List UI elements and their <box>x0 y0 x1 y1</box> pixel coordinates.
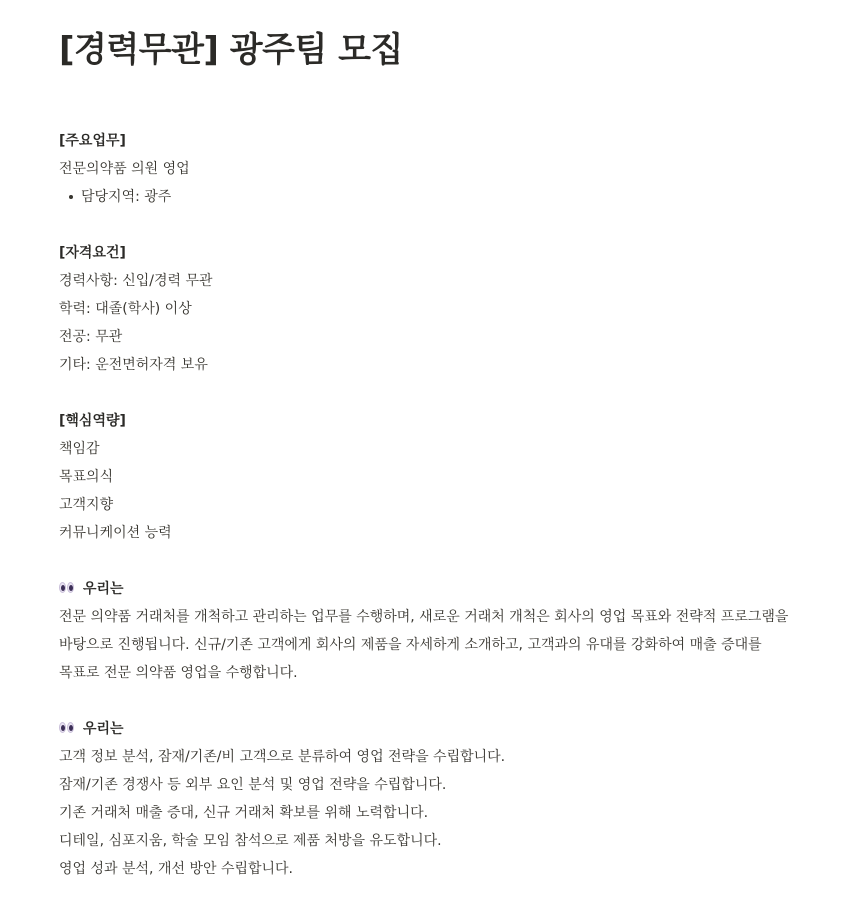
duties-heading: [주요업무] <box>59 133 126 149</box>
responsibility-item: 잠재/기존 경쟁사 등 외부 요인 분석 및 영업 전략을 수립합니다. <box>59 777 447 793</box>
qualification-item: 경력사항: 신입/경력 무관 <box>59 273 213 289</box>
responsibility-item: 기존 거래처 매출 증대, 신규 거래처 확보를 위해 노력합니다. <box>59 805 429 821</box>
competency-item: 커뮤니케이션 능력 <box>59 525 172 541</box>
responsibilities-heading-text: 우리는 <box>83 721 124 737</box>
duties-bullet-text: 담당지역: 광주 <box>81 189 172 205</box>
competencies-heading: [핵심역량] <box>59 413 126 429</box>
spacer <box>59 211 819 239</box>
duties-bullet-item <box>59 183 819 211</box>
duties-section <box>59 127 819 211</box>
competency-item: 목표의식 <box>59 469 114 485</box>
qualifications-section <box>59 239 819 379</box>
spacer <box>59 687 819 715</box>
competency-item: 책임감 <box>59 441 100 457</box>
qualification-item: 학력: 대졸(학사) 이상 <box>59 301 192 317</box>
eyes-icon <box>59 722 75 734</box>
responsibility-item: 고객 정보 분석, 잠재/기존/비 고객으로 분류하여 영업 전략을 수립합니다. <box>59 749 506 765</box>
document-content <box>59 127 819 883</box>
bullet-dot-icon <box>69 195 73 199</box>
responsibility-item: 디테일, 심포지움, 학술 모임 참석으로 제품 처방을 유도합니다. <box>59 833 442 849</box>
eyes-icon <box>59 582 75 594</box>
responsibilities-section <box>59 715 819 883</box>
qualifications-heading: [자격요건] <box>59 245 126 261</box>
qualification-item: 전공: 무관 <box>59 329 123 345</box>
competency-item: 고객지향 <box>59 497 114 513</box>
page-title: [경력무관] 광주팀 모집 <box>59 30 403 70</box>
spacer <box>59 547 819 575</box>
about-us-heading-text: 우리는 <box>83 581 124 597</box>
responsibility-item: 영업 성과 분석, 개선 방안 수립합니다. <box>59 861 294 877</box>
about-us-paragraph: 전문 의약품 거래처를 개척하고 관리하는 업무를 수행하며, 새로운 거래처 개척은 회사의 영업 목표와 전략적 프로그램을 바탕으로 진행됩니다. 신규/기존 고객에게 회사의 제품을 자세하게 소개하고, 고객과의 유대를 강화하여 매출 증대를 목표로 전문 의약품 영업을 수행합니다. <box>59 609 789 681</box>
responsibilities-heading <box>59 715 819 743</box>
qualification-item: 기타: 운전면허자격 보유 <box>59 357 208 373</box>
spacer <box>59 379 819 407</box>
about-us-section <box>59 575 819 687</box>
duties-line: 전문의약품 의원 영업 <box>59 161 190 177</box>
about-us-heading <box>59 575 819 603</box>
competencies-section <box>59 407 819 547</box>
